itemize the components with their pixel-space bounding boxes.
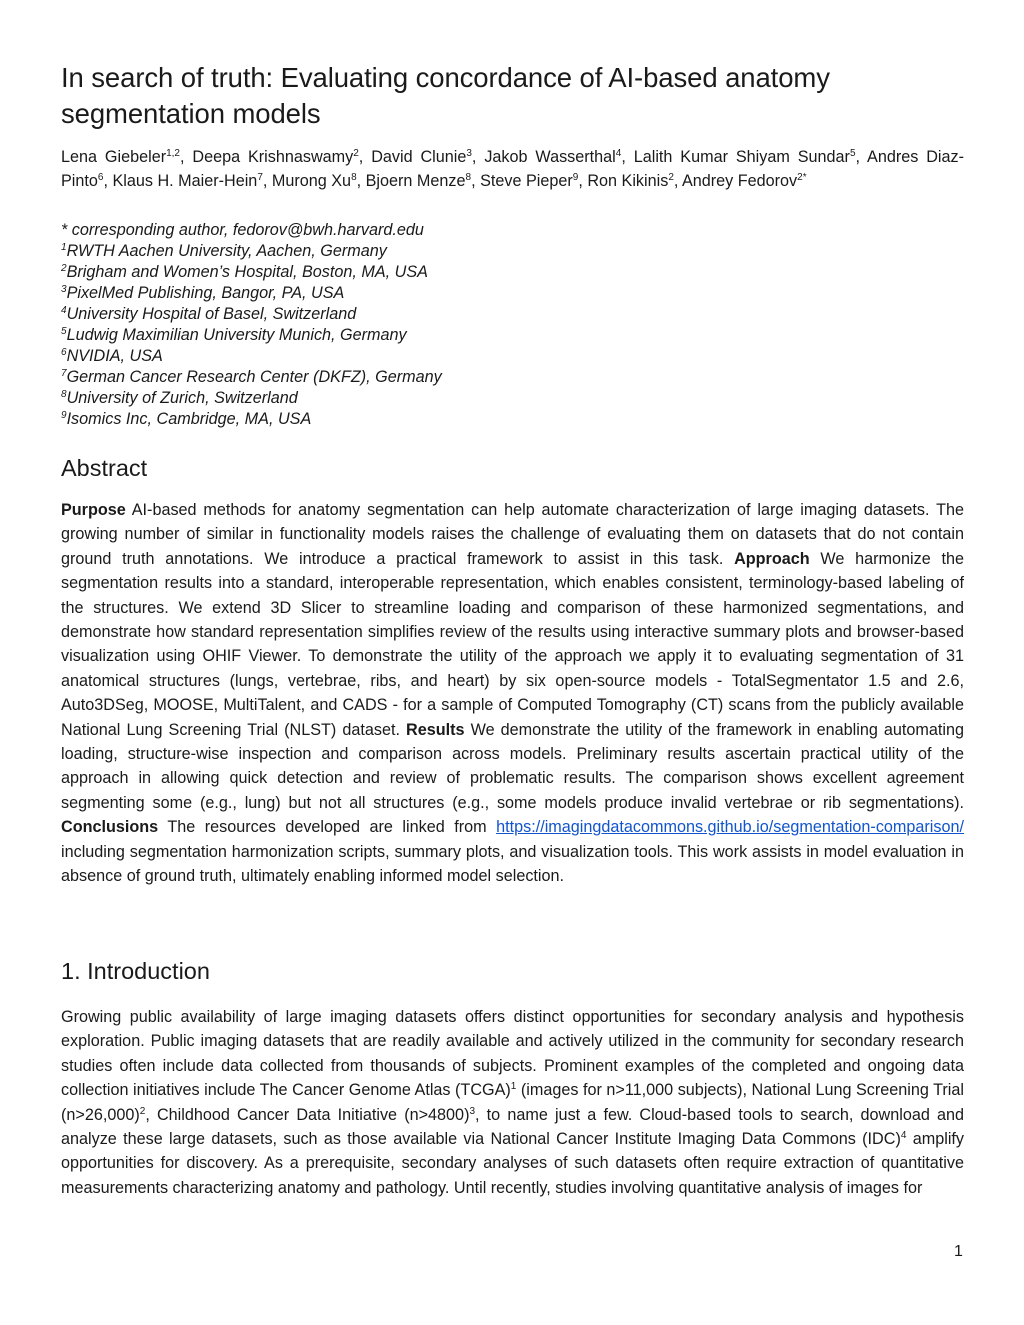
purpose-label: Purpose bbox=[61, 501, 126, 519]
author: Lena Giebeler$^{1,2}$, bbox=[61, 148, 193, 166]
author: Bjoern Menze$^8$, bbox=[365, 172, 481, 190]
affiliation: $^1$RWTH Aachen University, Aachen, Germany bbox=[61, 242, 387, 260]
abstract-heading: Abstract bbox=[61, 455, 148, 481]
introduction-body: Growing public availability of large imaging datasets offers distinct opportunities for secondary analysis and hypothesis exploration. Public imaging datasets that are readily available and actively utilized in the community for secondary research studies often include data collected from thousands of subjects. Prominent examples of the completed and ongoing data collection initiatives include The Cancer Genome Atlas (TCGA)$^1$ (images for n>11,000 subjects), National Lung Screening Trial (n>26,000)$^2$, Childhood Cancer Data Initiative (n>4800)$^3$, to name just a few. Cloud-based tools to search, download and analyze these large datasets, such as those available via National Cancer Institute Imaging Data Commons (IDC)$^4$ amplify opportunities for discovery. As a prerequisite, secondary analyses of such datasets often require extraction of quantitative measurements characterizing anatomy and pathology. Until recently, studies involving quantitative analysis of images for bbox=[61, 1008, 965, 1197]
affiliation: $^8$University of Zurich, Switzerland bbox=[61, 389, 298, 407]
affiliation: $^5$Ludwig Maximilian University Munich, Germany bbox=[61, 326, 407, 344]
citation-ref[interactable]: 1 bbox=[510, 1081, 517, 1093]
author-list bbox=[61, 145, 964, 193]
affiliation: $^4$University Hospital of Basel, Switzerland bbox=[61, 305, 357, 323]
author: David Clunie$^3$, bbox=[371, 148, 485, 166]
affiliation: $^7$German Cancer Research Center (DKFZ), Germany bbox=[61, 368, 442, 386]
approach-label: Approach bbox=[734, 549, 810, 568]
author: Klaus H. Maier-Hein$^7$, bbox=[112, 172, 272, 190]
page-number: 1 bbox=[954, 1243, 963, 1260]
author: Andrey Fedorov$^{2*}$ bbox=[681, 172, 807, 190]
author: Jakob Wasserthal$^4$, bbox=[484, 148, 634, 166]
affiliations bbox=[61, 220, 964, 430]
author: Ron Kikinis$^2$, bbox=[587, 172, 682, 190]
paper-title: In search of truth: Evaluating concordance of AI-based anatomy segmentation models bbox=[61, 62, 830, 129]
project-link[interactable]: https://imagingdatacommons.github.io/segmentation-comparison/ bbox=[496, 818, 964, 837]
introduction-heading: 1. Introduction bbox=[61, 958, 210, 984]
author: Murong Xu$^8$, bbox=[271, 172, 366, 190]
corresponding-author: * corresponding author, fedorov@bwh.harvard.edu bbox=[61, 221, 424, 239]
affiliation: $^3$PixelMed Publishing, Bangor, PA, USA bbox=[61, 284, 345, 302]
author: Deepa Krishnaswamy$^2$, bbox=[192, 148, 372, 166]
affiliation: $^6$NVIDIA, USA bbox=[61, 347, 163, 365]
results-label: Results bbox=[406, 720, 465, 739]
affiliation: $^2$Brigham and Women’s Hospital, Boston, MA, USA bbox=[61, 263, 428, 281]
author: Andres Diaz-Pinto$^6$, bbox=[61, 148, 964, 190]
affiliation: $^9$Isomics Inc, Cambridge, MA, USA bbox=[61, 410, 312, 428]
citation-ref[interactable]: 3 bbox=[469, 1105, 476, 1117]
conclusions-label: Conclusions bbox=[61, 818, 159, 837]
citation-ref[interactable]: 2 bbox=[139, 1105, 146, 1117]
author: Steve Pieper$^9$, bbox=[480, 172, 588, 190]
author: Lalith Kumar Shiyam Sundar$^5$, bbox=[633, 148, 868, 166]
abstract-body: Purpose AI-based methods for anatomy segmentation can help automate characterization of large imaging datasets. The growing number of similar in functionality models raises the challenge of evaluating them on datasets that do not contain ground truth annotations. We introduce a practical framework to assist in this task. Approach We harmonize the segmentation results into a standard, interoperable representation, which enables consistent, terminology-based labeling of the structures. We extend 3D Slicer to streamline loading and comparison of these harmonized segmentations, and demonstrate how standard representation simplifies review of the results using interactive summary plots and browser-based visualization using OHIF Viewer. To demonstrate the utility of the approach we apply it to evaluating segmentation of 31 anatomical structures (lungs, vertebrae, ribs, and heart) by six open-source models - TotalSegmentator 1.5 and 2.6, Auto3DSeg, MOOSE, MultiTalent, and CADS - for a sample of Computed Tomography (CT) scans from the publicly available National Lung Screening Trial (NLST) dataset. Results We demonstrate the utility of the framework in enabling automating loading, structure-wise inspection and comparison across models. Preliminary results ascertain practical utility of the approach in allowing quick detection and review of problematic results. The comparison shows excellent agreement segmenting some (e.g., lung) but not all structures (e.g., some models produce invalid vertebrae or rib segmentations). Conclusions The resources developed are linked from https://imagingdatacommons.github.io/segmentation-comparison/ including segmentation harmonization scripts, summary plots, and visualization tools. This work assists in model evaluation in absence of ground truth, ultimately enabling informed model selection. bbox=[61, 501, 964, 886]
citation-ref[interactable]: 4 bbox=[900, 1130, 907, 1142]
